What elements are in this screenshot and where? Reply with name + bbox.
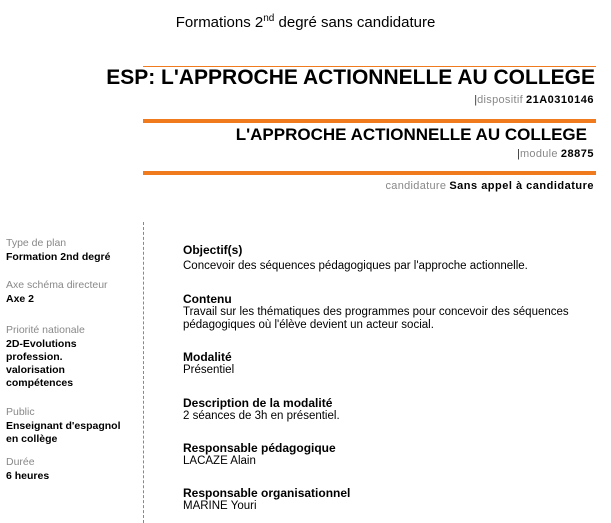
sidebar-item-type-plan (6, 237, 141, 264)
section-objectifs (183, 243, 603, 273)
dispositif-meta: |dispositif 21A0310146 (474, 94, 594, 106)
sidebar-value: 6 heures (6, 470, 50, 482)
section-body: Travail sur les thématiques des programmes pour concevoir des séquences pédagogiques où l'élève devient un acteur social. (183, 306, 569, 331)
sidebar-item-axe (6, 279, 141, 306)
section-resp-organisationnel (183, 486, 603, 513)
header-sup: nd (263, 13, 275, 24)
section-contenu (183, 292, 603, 332)
module-meta: |module 28875 (517, 148, 594, 160)
section-body: 2 séances de 3h en présentiel. (183, 410, 340, 422)
section-title: Responsable organisationnel (183, 486, 351, 500)
sidebar-value: 2D-Evolutions profession. valorisation compétences (6, 338, 77, 389)
module-label: module (519, 148, 558, 160)
header-text: Formations 2 (175, 14, 264, 31)
section-title: Objectif(s) (183, 243, 243, 257)
sidebar-item-duree (6, 456, 141, 483)
section-title: Modalité (183, 350, 232, 364)
section-body: LACAZE Alain (183, 455, 256, 467)
page-header (0, 13, 611, 31)
sidebar-label: Public (6, 406, 35, 418)
sidebar-item-public (6, 406, 131, 446)
section-body: Présentiel (183, 364, 235, 376)
section-modalite (183, 350, 603, 377)
section-description (183, 396, 603, 423)
candidature-meta (385, 180, 594, 192)
column-divider (143, 222, 144, 523)
sidebar-value: Formation 2nd degré (6, 251, 111, 263)
module-value: 28875 (560, 148, 594, 160)
sidebar-value: Enseignant d'espagnol en collège (6, 420, 121, 445)
sidebar-item-priorite (6, 324, 116, 390)
dispositif-label: dispositif (477, 94, 523, 106)
section-title: Responsable pédagogique (183, 441, 336, 455)
dispositif-value: 21A0310146 (525, 94, 594, 106)
sidebar-label: Type de plan (6, 237, 67, 249)
candidature-value: Sans appel à candidature (449, 180, 594, 192)
section-resp-pedagogique (183, 441, 603, 468)
divider-orange (143, 119, 596, 123)
section-body: MARINE Youri (183, 500, 257, 512)
module-title: L'APPROCHE ACTIONNELLE AU COLLEGE (235, 125, 587, 144)
section-title: Contenu (183, 292, 232, 306)
section-title: Description de la modalité (183, 396, 333, 410)
sidebar-value: Axe 2 (6, 293, 35, 305)
sidebar-label: Priorité nationale (6, 324, 85, 336)
candidature-label: candidature (385, 180, 447, 192)
sidebar-label: Durée (6, 456, 35, 468)
sidebar-label: Axe schéma directeur (6, 279, 108, 291)
divider-orange-2 (143, 171, 596, 175)
dispositif-title: ESP: L'APPROCHE ACTIONNELLE AU COLLEGE (106, 66, 595, 89)
section-body: Concevoir des séquences pédagogiques par l'approche actionnelle. (183, 260, 528, 272)
header-text-end: degré sans candidature (274, 14, 436, 31)
